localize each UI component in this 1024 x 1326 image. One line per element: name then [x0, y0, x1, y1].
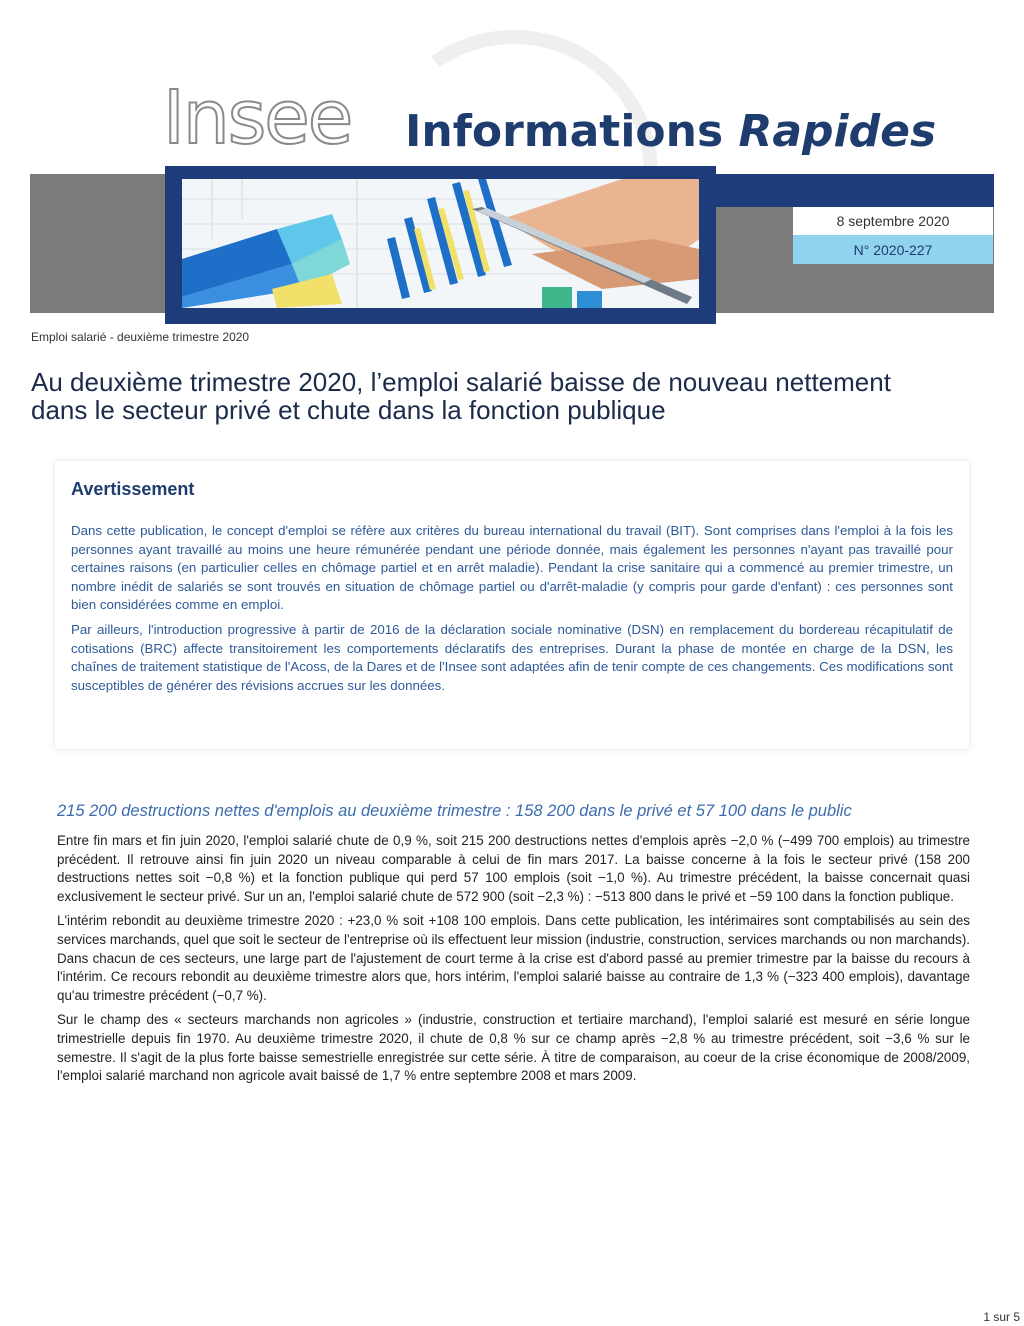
insee-logo: Insee — [163, 75, 352, 161]
publication-title — [405, 104, 936, 160]
warning-box — [55, 461, 969, 749]
header-image — [182, 179, 699, 308]
publication-number: N° 2020-227 — [793, 235, 993, 264]
title-main: Informations — [405, 106, 739, 157]
title-italic: Rapides — [738, 106, 937, 157]
page-number: 1 sur 5 — [983, 1310, 1020, 1324]
publication-date: 8 septembre 2020 — [793, 207, 993, 235]
body-paragraph: Entre fin mars et fin juin 2020, l'emploi salarié chute de 0,9 %, soit 215 200 destructions nettes d'emplois après −2,0 % (−499 700 emplois) au trimestre précédent. Il retrouve ainsi fin juin 2020 un niveau comparable à celui de fin mars 2017. La baisse concerne à la fois le secteur privé (158 200 destructions nettes soit −0,8 %) et la fonction publique qui perd 57 100 emplois (soit −1,0 %). Au trimestre précédent, la baisse concernait quasi exclusivement le secteur privé. Sur un an, l'emploi salarié chute de 572 900 (soit −2,3 %) : −513 800 dans le privé et −59 100 dans la fonction publique. — [57, 833, 970, 904]
body-paragraph: L'intérim rebondit au deuxième trimestre 2020 : +23,0 % soit +108 100 emplois. Dans cette publication, les intérimaires sont comptabilisés au sein des services marchands, quel que soit le secteur de l'entreprise où ils effectuent leur mission (industrie, construction, services marchands ou non marchands). Dans chacun de ces secteurs, une large part de l'ajustement de court terme à la crise est d'abord passé au premier trimestre par la baisse du recours à l'intérim. Ce recours rebondit au deuxième trimestre alors que, hors intérim, l'emploi salarié baisse au contraire de 1,3 % (−323 400 emplois), davantage qu'au trimestre précédent (−0,7 %). — [57, 913, 970, 1003]
page-title: Au deuxième trimestre 2020, l’emploi salarié baisse de nouveau nettement dans le secteur privé et chute dans la fonction publique — [31, 367, 891, 425]
body-paragraph: Sur le champ des « secteurs marchands non agricoles » (industrie, construction et tertiaire marchand), l'emploi salarié est mesuré en série longue trimestrielle depuis fin 1970. Au deuxième trimestre 2020, il chute de 0,8 % sur ce champ après −2,8 % au trimestre précédent, soit −3,6 % sur le semestre. Il s'agit de la plus forte baisse semestrielle enregistrée sur cette série. À titre de comparaison, au coeur de la crise économique de 2008/2009, l'emploi salarié marchand non agricole avait baissé de 1,7 % entre septembre 2008 et mars 2009. — [57, 1012, 970, 1084]
section-heading: 215 200 destructions nettes d'emplois au deuxième trimestre : 158 200 dans le privé et 57 100 dans le public — [57, 802, 852, 820]
warning-title: Avertissement — [71, 479, 195, 499]
section-body — [57, 832, 970, 1092]
breadcrumb: Emploi salarié - deuxième trimestre 2020 — [31, 330, 250, 344]
warning-paragraph: Par ailleurs, l'introduction progressive à partir de 2016 de la déclaration sociale nominative (DSN) en remplacement du bordereau récapitulatif de cotisations (BRC) affecte transitoirement les comportements déclaratifs des entreprises. Durant la phase de montée en charge de la DSN, les chaînes de traitement statistique de l'Acoss, de la Dares et de l'Insee sont adaptées afin de tenir compte de ces changements. Ces modifications sont susceptibles de générer des révisions accrues sur les données. — [71, 621, 953, 693]
header-image-frame — [165, 166, 716, 324]
chart-with-pen-illustration — [182, 179, 699, 308]
warning-paragraph: Dans cette publication, le concept d'emploi se réfère aux critères du bureau international du travail (BIT). Sont comprises dans l'emploi à la fois les personnes ayant travaillé au moins une heure rémunérée pendant une période donnée, mais également les personnes n'ayant pas travaillé pour certaines raisons (en particulier celles en chômage partiel et en arrêt maladie). Pendant la crise sanitaire qui a commencé au premier trimestre, un nombre inédit de salariés se sont trouvés en situation de chômage partiel ou d'arrêt-maladie (y compris pour garde d'enfant) : ces personnes sont bien considérées comme en emploi. — [71, 523, 953, 613]
header-accent-bar — [715, 174, 994, 207]
